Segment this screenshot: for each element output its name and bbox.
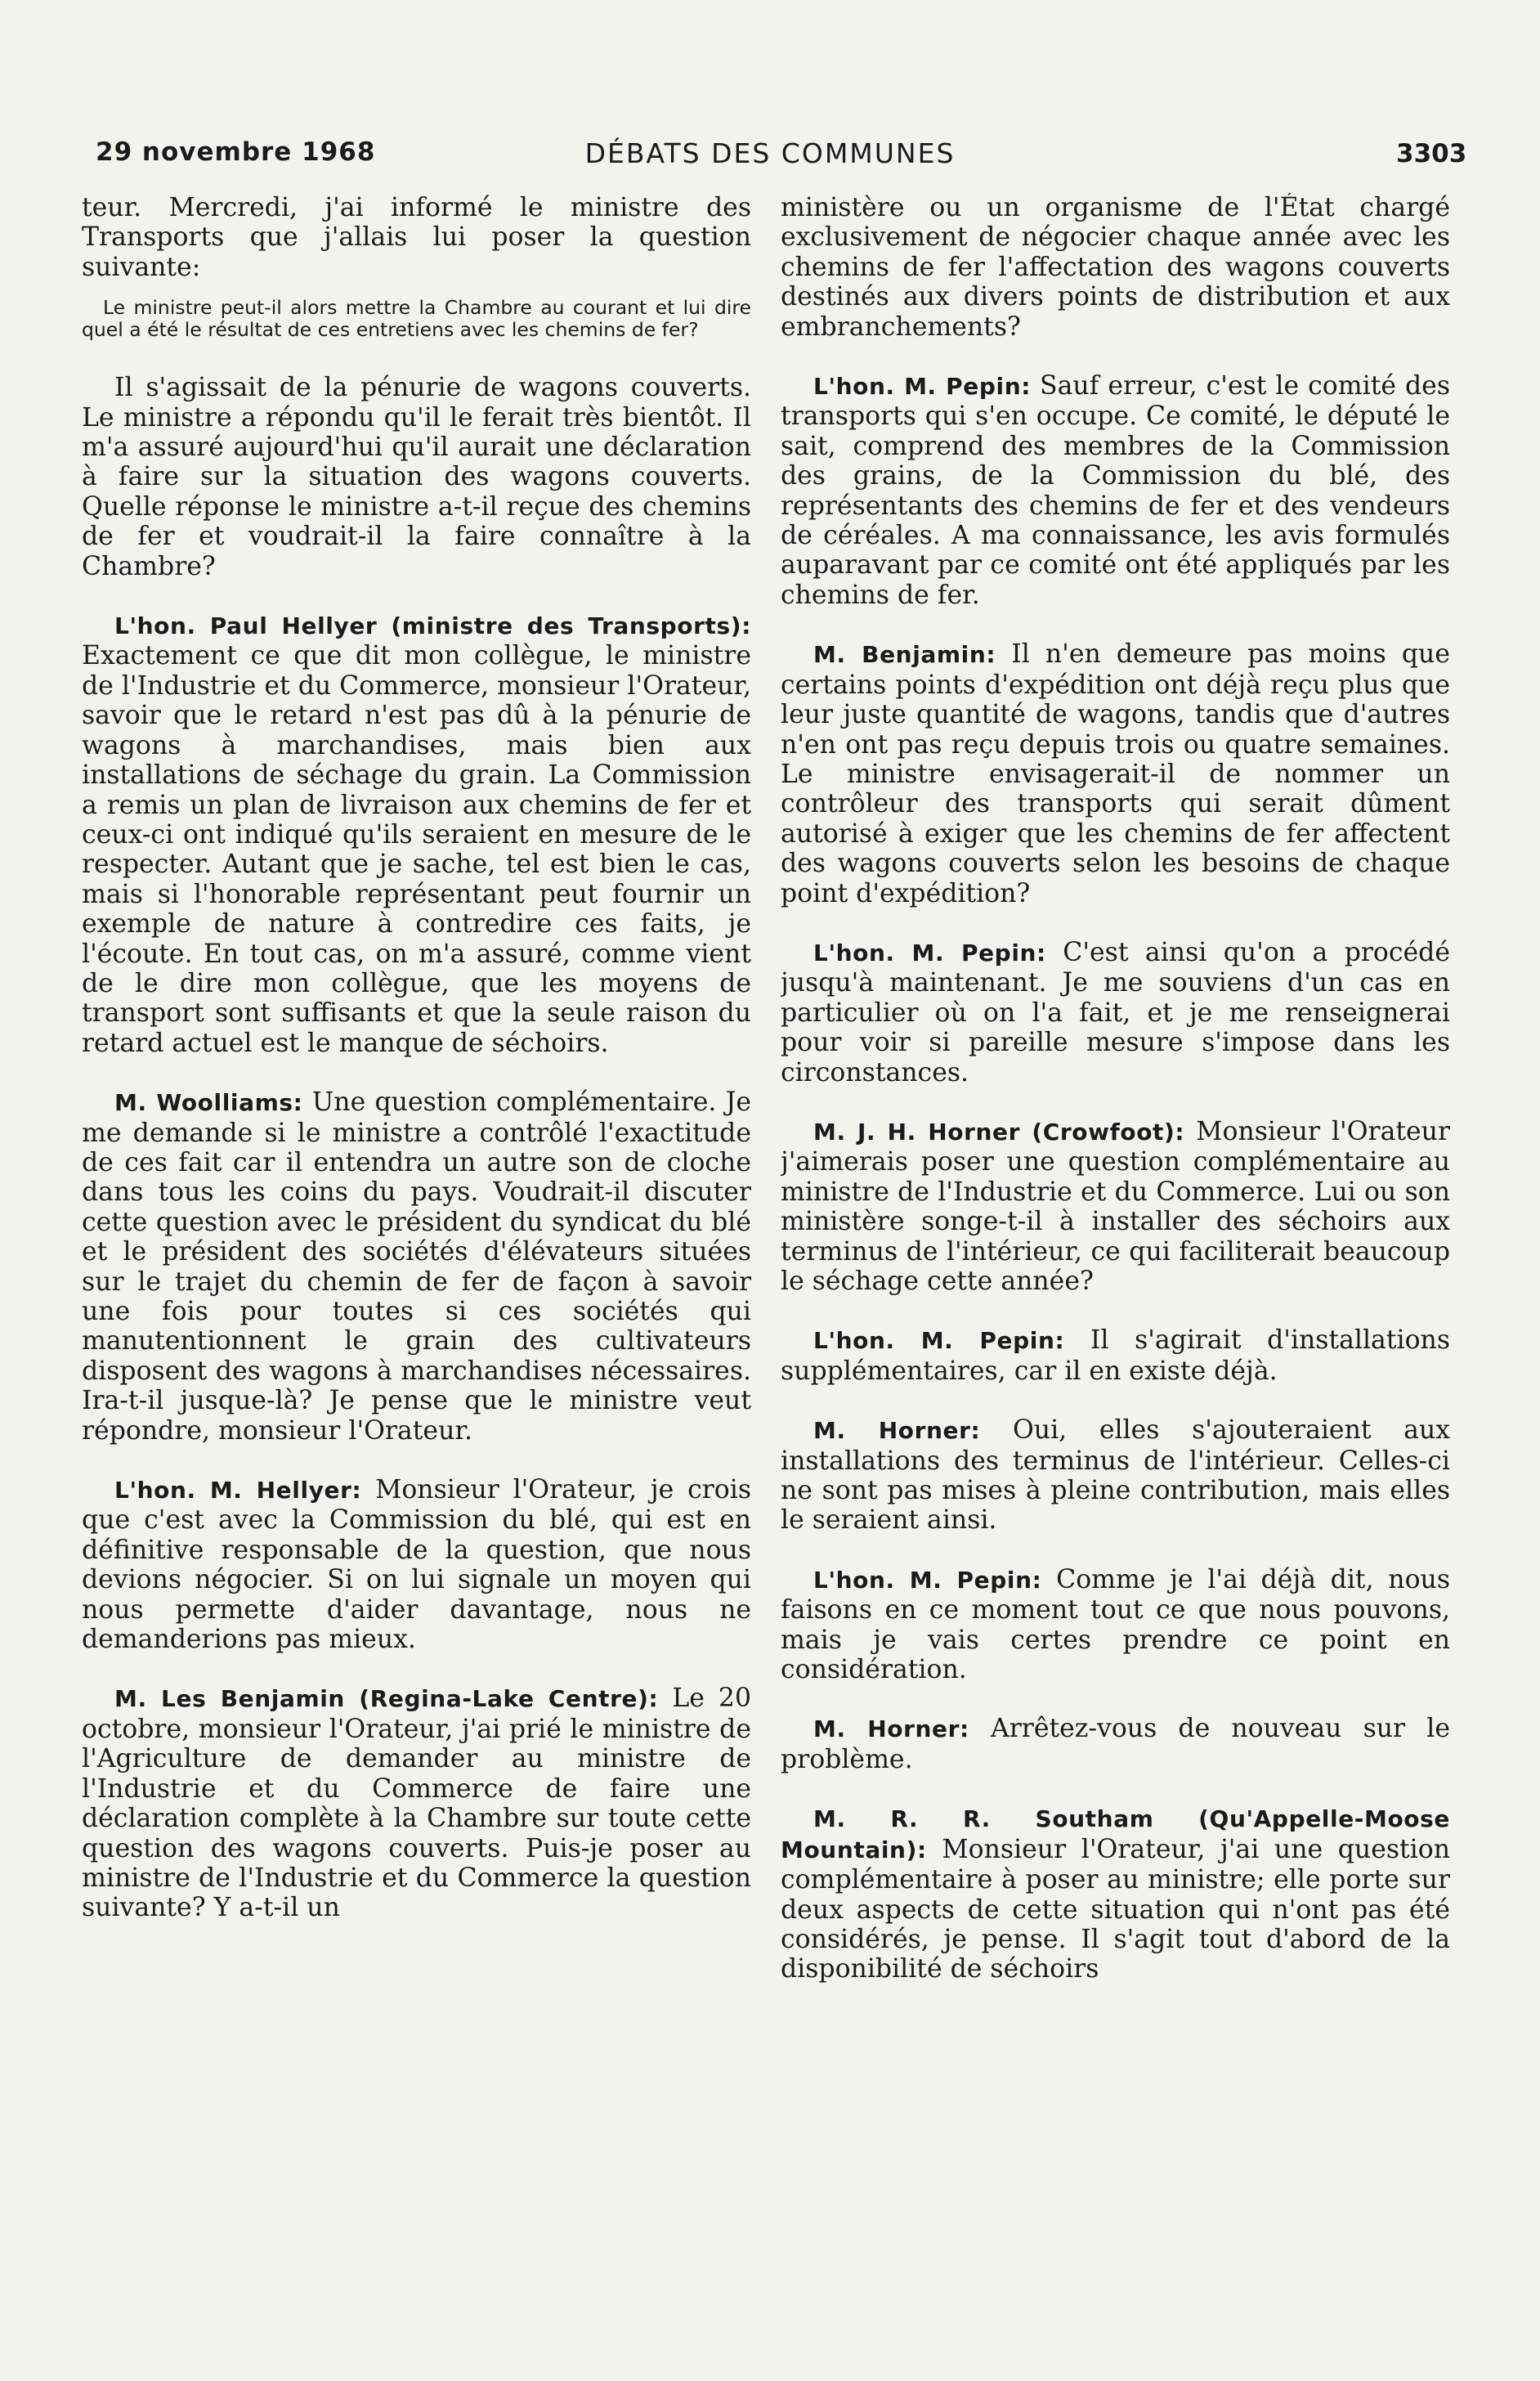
- paragraph: ministère ou un organisme de l'État chargé exclusivement de négocier chaque année avec les chemins de fer l'affectation des wagons couverts destinés aux divers points de distribution et aux embranchements?: [781, 193, 1450, 342]
- quoted-question: Le ministre peut-il alors mettre la Chambre au courant et lui dire quel a été le résultat de ces entretiens avec les chemins de fer?: [82, 296, 751, 341]
- speech-paragraph: [781, 1415, 1450, 1536]
- speech-paragraph: [82, 611, 751, 1058]
- speaker-name: L'hon. Paul Hellyer (ministre des Transports):: [114, 612, 751, 640]
- speaker-name: M. Benjamin:: [813, 641, 996, 669]
- speech-paragraph: [781, 639, 1450, 908]
- speaker-name: M. Les Benjamin (Regina-Lake Centre):: [114, 1685, 659, 1713]
- speech-text: Comme je l'ai déjà dit, nous faisons en ce moment tout ce que nous pouvons, mais je vais certes prendre ce point en considération.: [781, 1564, 1450, 1685]
- speech-text: Monsieur l'Orateur, je crois que c'est avec la Commission du blé, qui est en définitive responsable de la question, que nous devions négocier. Si on lui signale un moyen qui nous permette d'aider davantage, nous ne demanderions pas mieux.: [82, 1475, 751, 1655]
- speaker-name: L'hon. M. Pepin:: [813, 939, 1046, 966]
- speech-text: Sauf erreur, c'est le comité des transports qui s'en occupe. Ce comité, le député le sait, comprend des membres de la Commission des grains, de la Commission du blé, des représentants des chemins de fer et des vendeurs de céréales. A ma connaissance, les avis formulés auparavant par ce comité ont été appliqués par les chemins de fer.: [781, 371, 1450, 610]
- left-column: [82, 193, 751, 2188]
- speech-text: Monsieur l'Orateur, j'ai une question complémentaire à poser au ministre; elle porte sur deux aspects de cette situation qui n'ont pas été considérés, je pense. Il s'agit tout d'abord de la disponibilité de séchoirs: [781, 1834, 1450, 1984]
- paragraph: teur. Mercredi, j'ai informé le ministre des Transports que j'allais lui poser la question suivante:: [82, 193, 751, 282]
- speech-text: Il s'agirait d'installations supplémentaires, car il en existe déjà.: [781, 1325, 1450, 1386]
- speech-text: Une question complémentaire. Je me demande si le ministre a contrôlé l'exactitude de ces fait car il entendra un autre son de cloche dans tous les coins du pays. Voudrait-il discuter cette question avec le président du syndicat du blé et le président des sociétés d'élévateurs situées sur le trajet du chemin de fer de façon à savoir une fois pour toutes si ces sociétés qui manutentionnent le grain des cultivateurs disposent des wagons à marchandises nécessaires. Ira-t-il jusque-là? Je pense que le ministre veut répondre, monsieur l'Orateur.: [82, 1087, 751, 1446]
- speech-paragraph: [781, 938, 1450, 1087]
- speaker-name: M. Horner:: [813, 1417, 981, 1445]
- speaker-name: M. J. H. Horner (Crowfoot):: [813, 1118, 1185, 1146]
- speech-paragraph: [82, 1475, 751, 1654]
- speech-paragraph: [781, 1117, 1450, 1296]
- speech-paragraph: [781, 371, 1450, 610]
- speaker-name: L'hon. M. Pepin:: [813, 1566, 1042, 1594]
- speaker-name: L'hon. M. Pepin:: [813, 1327, 1065, 1355]
- speaker-name: L'hon. M. Hellyer:: [114, 1477, 362, 1504]
- paragraph: Il s'agissait de la pénurie de wagons couverts. Le ministre a répondu qu'il le ferait très bientôt. Il m'a assuré aujourd'hui qu'il aurait une déclaration à faire sur la situation des wagons couverts. Quelle réponse le ministre a-t-il reçue des chemins de fer et voudrait-il la faire connaître à la Chambre?: [82, 373, 751, 581]
- speech-text: Oui, elles s'ajouteraient aux installations des terminus de l'intérieur. Celles-ci ne sont pas mises à pleine contribution, mais elles le seraient ainsi.: [781, 1415, 1450, 1536]
- speaker-name: L'hon. M. Pepin:: [813, 373, 1032, 401]
- header-date: 29 novembre 1968: [96, 137, 376, 167]
- speech-paragraph: [82, 1684, 751, 1922]
- speaker-name: M. Woolliams:: [114, 1089, 303, 1117]
- speech-text: C'est ainsi qu'on a procédé jusqu'à maintenant. Je me souviens d'un cas en particulier où on l'a fait, et je me renseignerai pour voir si pareille mesure s'impose dans les circonstances.: [781, 937, 1450, 1087]
- right-column: [781, 193, 1450, 2188]
- speech-paragraph: [781, 1714, 1450, 1774]
- speech-text: Exactement ce que dit mon collègue, le ministre de l'Industrie et du Commerce, monsieur l'Orateur, savoir que le retard n'est pas dû à la pénurie de wagons à marchandises, mais bien aux installations de séchage du grain. La Commission a remis un plan de livraison aux chemins de fer et ceux-ci ont indiqué qu'ils seraient en mesure de le respecter. Autant que je sache, tel est bien le cas, mais si l'honorable représentant peut fournir un exemple de nature à contredire ces faits, je l'écoute. En tout cas, on m'a assuré, comme vient de le dire mon collègue, que les moyens de transport sont suffisants et que la seule raison du retard actuel est le manque de séchoirs.: [82, 641, 751, 1058]
- speech-text: Arrêtez-vous de nouveau sur le problème.: [781, 1714, 1450, 1774]
- speech-paragraph: [781, 1325, 1450, 1386]
- speech-text: Monsieur l'Orateur j'aimerais poser une question complémentaire au ministre de l'Industrie et du Commerce. Lui ou son ministère songe-t-il à installer des séchoirs aux terminus de l'intérieur, ce qui faciliterait beaucoup le séchage cette année?: [781, 1116, 1450, 1296]
- speech-text: Il n'en demeure pas moins que certains points d'expédition ont déjà reçu plus que leur juste quantité de wagons, tandis que d'autres n'en ont pas reçu depuis trois ou quatre semaines. Le ministre envisagerait-il de nommer un contrôleur des transports qui serait dûment autorisé à exiger que les chemins de fer affectent des wagons couverts selon les besoins de chaque point d'expédition?: [781, 639, 1450, 908]
- page-header: [0, 137, 1540, 178]
- speech-paragraph: [82, 1087, 751, 1446]
- speech-paragraph: [781, 1565, 1450, 1685]
- speaker-name: M. R. R. Southam (Qu'Appelle-Moose Mountain):: [781, 1805, 1450, 1863]
- speaker-name: M. Horner:: [813, 1715, 969, 1743]
- header-title: DÉBATS DES COMMUNES: [584, 137, 956, 169]
- speech-paragraph: [781, 1804, 1450, 1984]
- speech-text: Le 20 octobre, monsieur l'Orateur, j'ai prié le ministre de l'Agriculture de demander au ministre de l'Industrie et du Commerce de faire une déclaration complète à la Chambre sur toute cette question des wagons couverts. Puis-je poser au ministre de l'Industrie et du Commerce la question suivante? Y a-t-il un: [82, 1684, 751, 1923]
- page-number: 3303: [1396, 139, 1467, 168]
